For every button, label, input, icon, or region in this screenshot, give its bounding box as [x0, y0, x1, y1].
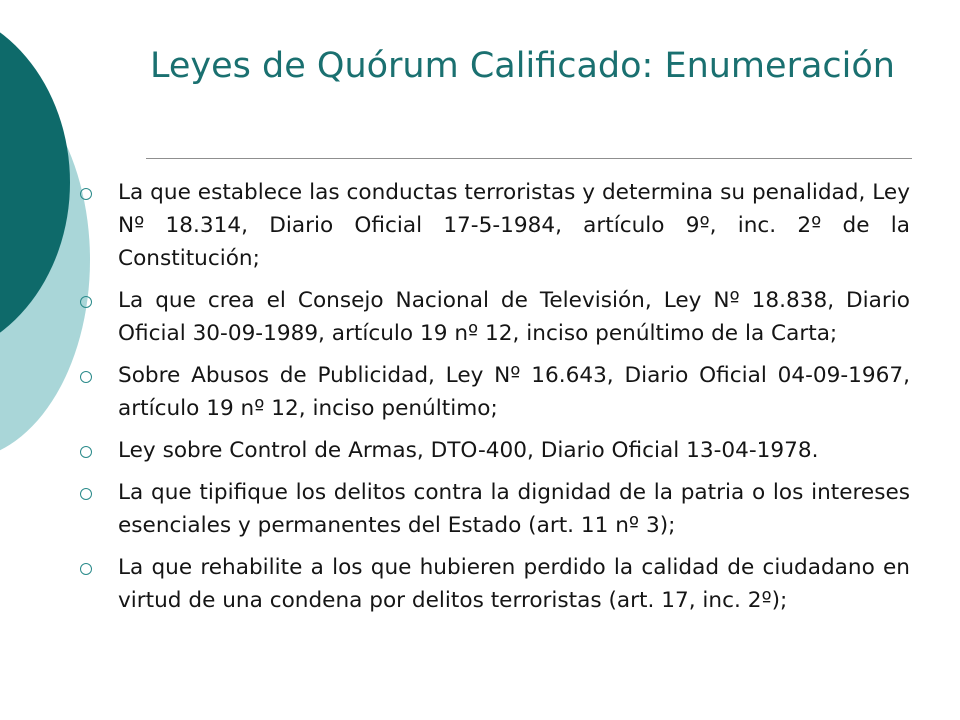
list-item — [80, 176, 910, 275]
list-item — [80, 476, 910, 542]
list-item — [80, 359, 910, 425]
list-item — [80, 434, 910, 467]
slide-title: Leyes de Quórum Calificado: Enumeración — [150, 46, 895, 86]
title-divider — [146, 158, 912, 159]
bullet-text: La que rehabilite a los que hubieren perdido la calidad de ciudadano en virtud de una condena por delitos terroristas (art. 17, inc. 2º); — [118, 555, 910, 613]
bullet-text: Sobre Abusos de Publicidad, Ley Nº 16.643, Diario Oficial 04-09-1967, artículo 19 nº 12, inciso penúltimo; — [118, 363, 910, 421]
circle-bullet-icon — [80, 371, 92, 383]
bullet-text: La que establece las conductas terroristas y determina su penalidad, Ley Nº 18.314, Diario Oficial 17-5-1984, artículo 9º, inc. 2º de la Constitución; — [118, 180, 910, 271]
circle-bullet-icon — [80, 446, 92, 458]
bullet-text: La que tipifique los delitos contra la dignidad de la patria o los intereses esenciales y permanentes del Estado (art. 11 nº 3); — [118, 480, 910, 538]
circle-bullet-icon — [80, 563, 92, 575]
list-item — [80, 551, 910, 617]
bullet-text: La que crea el Consejo Nacional de Televisión, Ley Nº 18.838, Diario Oficial 30-09-1989, artículo 19 nº 12, inciso penúltimo de la Carta; — [118, 288, 910, 346]
bullet-list — [80, 176, 910, 626]
circle-bullet-icon — [80, 488, 92, 500]
circle-bullet-icon — [80, 188, 92, 200]
bullet-text: Ley sobre Control de Armas, DTO-400, Diario Oficial 13-04-1978. — [118, 438, 819, 463]
circle-bullet-icon — [80, 296, 92, 308]
list-item — [80, 284, 910, 350]
